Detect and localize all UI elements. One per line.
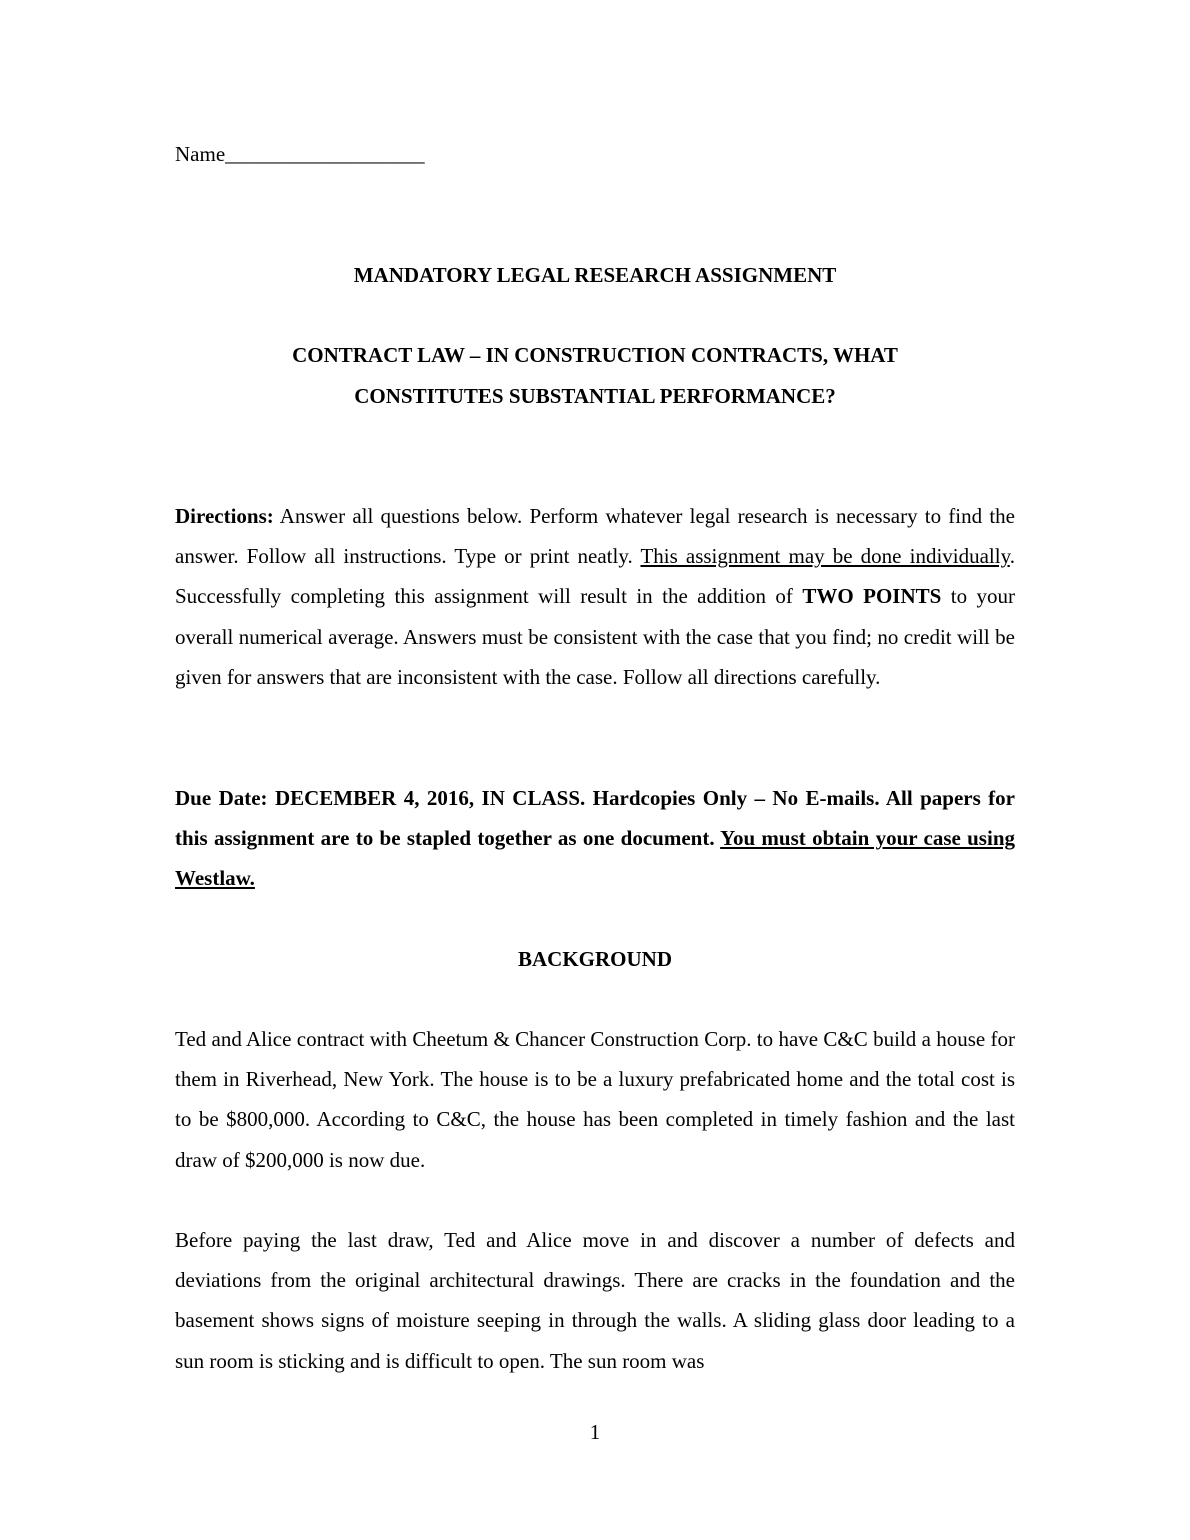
background-paragraph-2: Before paying the last draw, Ted and Alice move in and discover a number of defects and deviations from the original architectural drawings. There are cracks in the foundation and the basement shows signs of moisture seeping in through the walls. A sliding glass door leading to a sun room is sticking and is difficult to open. The sun room was [175, 1228, 1015, 1373]
document-subtitle [175, 335, 1015, 416]
directions-points: TWO POINTS [802, 584, 942, 609]
subtitle-line-2: CONSTITUTES SUBSTANTIAL PERFORMANCE? [354, 383, 836, 408]
directions-paragraph [175, 496, 1015, 697]
due-date-text: Due Date: DECEMBER 4, 2016, IN CLASS. Hardcopies Only – No E-mails. All papers for this assignment are to be stapled together as one document. [175, 786, 1015, 851]
subtitle-line-1: CONTRACT LAW – IN CONSTRUCTION CONTRACTS, WHAT [292, 343, 898, 367]
due-date-paragraph [175, 778, 1015, 899]
background-heading: BACKGROUND [517, 947, 672, 971]
directions-label: Directions: [175, 504, 274, 528]
name-label: Name [175, 142, 226, 166]
westlaw-requirement: You must obtain your case using Westlaw. [175, 826, 1015, 891]
page-number: 1 [589, 1420, 601, 1444]
background-paragraph-1: Ted and Alice contract with Cheetum & Chancer Construction Corp. to have C&C build a house for them in Riverhead, New York. The house is to be a luxury prefabricated home and the total cost is to be $800,000. According to C&C, the house has been completed in timely fashion and the last draw of $200,000 is now due. [175, 1027, 1015, 1172]
directions-text-2: . Successfully completing this assignment will result in the addition of [175, 544, 1015, 609]
name-blank-line: ___________________ [225, 142, 425, 166]
directions-individual-note: This assignment may be done individually [640, 544, 1010, 569]
directions-text-1: Answer all questions below. Perform whatever legal research is necessary to find the answer. Follow all instructions. Type or print neatly. [175, 504, 1015, 569]
document-title: MANDATORY LEGAL RESEARCH ASSIGNMENT [353, 263, 837, 287]
name-field [175, 140, 425, 168]
directions-text-3: to your overall numerical average. Answers must be consistent with the case that you find; no credit will be given for answers that are inconsistent with the case. Follow all directions carefully. [175, 584, 1016, 689]
